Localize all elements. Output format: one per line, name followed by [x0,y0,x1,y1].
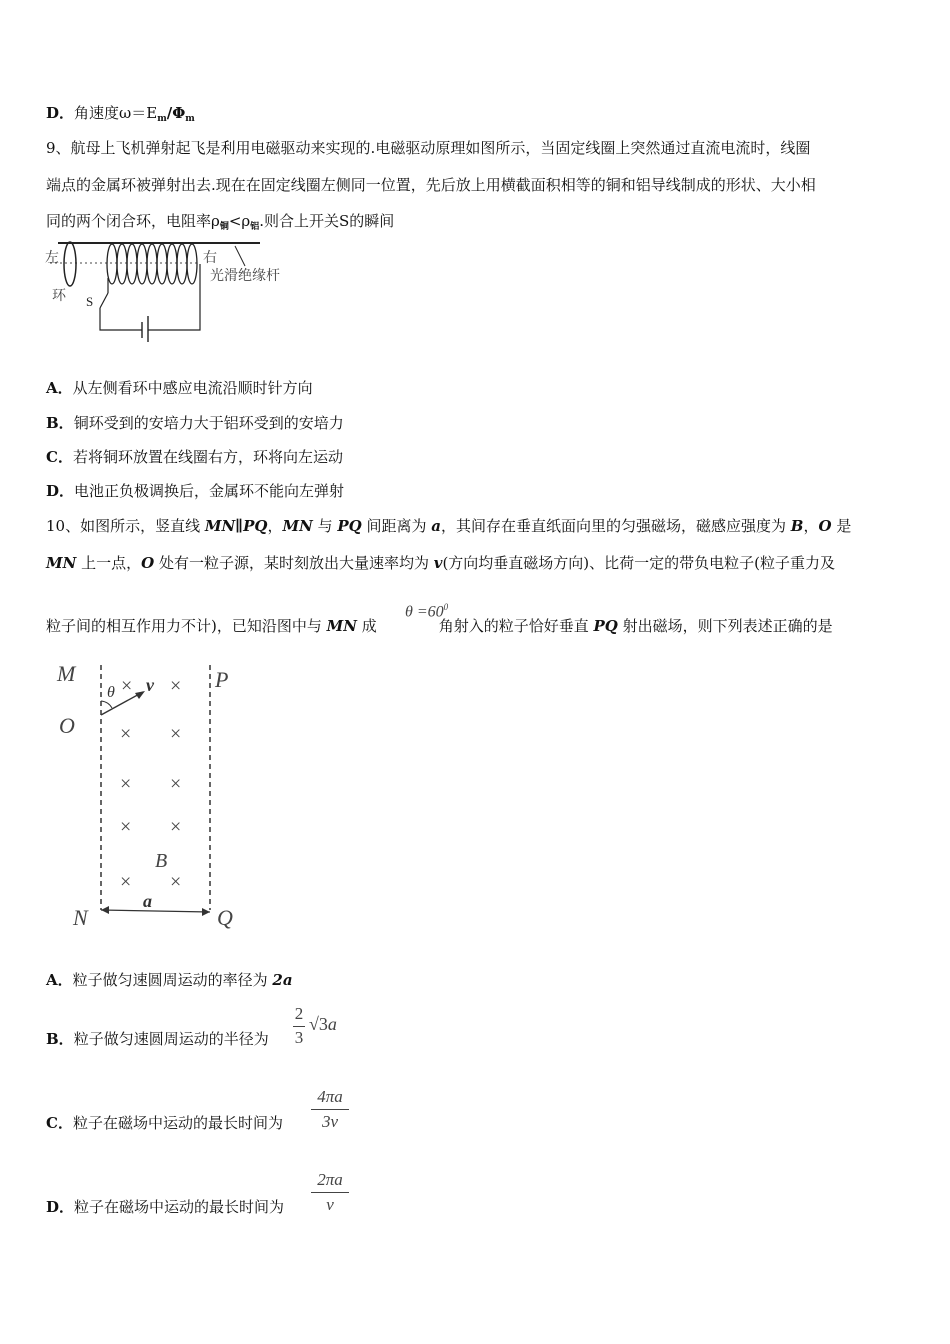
option-d-fraction: 2πa v [311,1170,349,1218]
svg-text:N: N [73,905,88,930]
label-switch: S [86,294,94,309]
q9-option-b: B．铜环受到的安培力大于铝环受到的安培力 [46,414,344,432]
svg-text:P: P [215,667,229,692]
field-crosses [120,675,181,893]
ring-icon [64,242,76,286]
q9-line-1: 9、航母上飞机弹射起飞是利用电磁驱动来实现的.电磁驱动原理如图所示，当固定线圈上突然通过直流电流时，线圈 [46,139,811,157]
option-c-fraction: 4πa 3v [311,1087,349,1135]
q10-field-figure [55,655,255,935]
svg-text:v: v [146,675,154,695]
label-right: 右 [203,251,217,266]
q10-option-b: B．粒子做匀速圆周运动的半径为 [46,1030,269,1048]
q9-option-c: C．若将铜环放置在线圈右方，环将向左运动 [46,448,343,466]
option-d-prev: D．角速度$\omega=E_m/\Phi_m$ [46,104,195,124]
q9-line-3: 同的两个闭合环，电阻率$\rho_铜<\rho_铝$.则合上开关S的瞬间 [46,212,395,232]
option-b-formula: 2 3 √3a [294,1004,337,1047]
q9-coil-figure [40,238,340,348]
svg-text:×: × [120,816,132,838]
svg-text:×: × [120,723,132,745]
q10-line-3: 粒子间的相互作用力不计)，已知沿图中与 MN 成 角射入的粒子恰好垂直 PQ 射出磁场，则下列表述正确的是 [46,617,833,635]
q10-option-a: A．粒子做匀速圆周运动的率径为 2a [46,971,293,989]
label-rod: 光滑绝缘杆 [210,269,280,284]
svg-text:×: × [170,816,182,838]
svg-text:O: O [59,713,75,738]
svg-text:B: B [155,850,168,872]
svg-text:×: × [170,871,182,893]
q9-option-a: A．从左侧看环中感应电流沿顺时针方向 [46,379,313,397]
q10-line-2: MN 上一点，O 处有一粒子源，某时刻放出大量速率均为 v(方向均垂直磁场方向)、比荷一定的带负电粒子(粒子重力及 [46,554,836,572]
theta-formula: $\theta =60^0$ [405,602,449,621]
svg-text:θ: θ [107,684,115,701]
svg-text:M: M [57,661,76,686]
svg-text:Q: Q [217,905,233,930]
svg-text:×: × [170,675,182,697]
coil-icon [107,244,197,284]
q9-option-d: D．电池正负极调换后，金属环不能向左弹射 [46,482,345,500]
svg-text:×: × [120,871,132,893]
svg-text:×: × [120,773,132,795]
label-ring: 环 [52,289,66,304]
q10-line-1: 10、如图所示，竖直线 MN∥PQ，MN 与 PQ 间距离为 a，其间存在垂直纸面向里的匀强磁场，磁感应强度为 B，O 是 [46,517,852,535]
svg-text:×: × [170,773,182,795]
svg-text:a: a [143,891,152,911]
label-left: 左 [45,251,59,266]
q10-option-d: D．粒子在磁场中运动的最长时间为 [46,1198,285,1216]
q9-line-2: 端点的金属环被弹射出去.现在在固定线圈左侧同一位置，先后放上用横截面积相等的铜和铝导线制成的形状、大小相 [46,176,816,194]
q10-option-c: C．粒子在磁场中运动的最长时间为 [46,1114,283,1132]
svg-text:×: × [121,675,133,697]
switch-icon [100,293,108,308]
svg-text:×: × [170,723,182,745]
